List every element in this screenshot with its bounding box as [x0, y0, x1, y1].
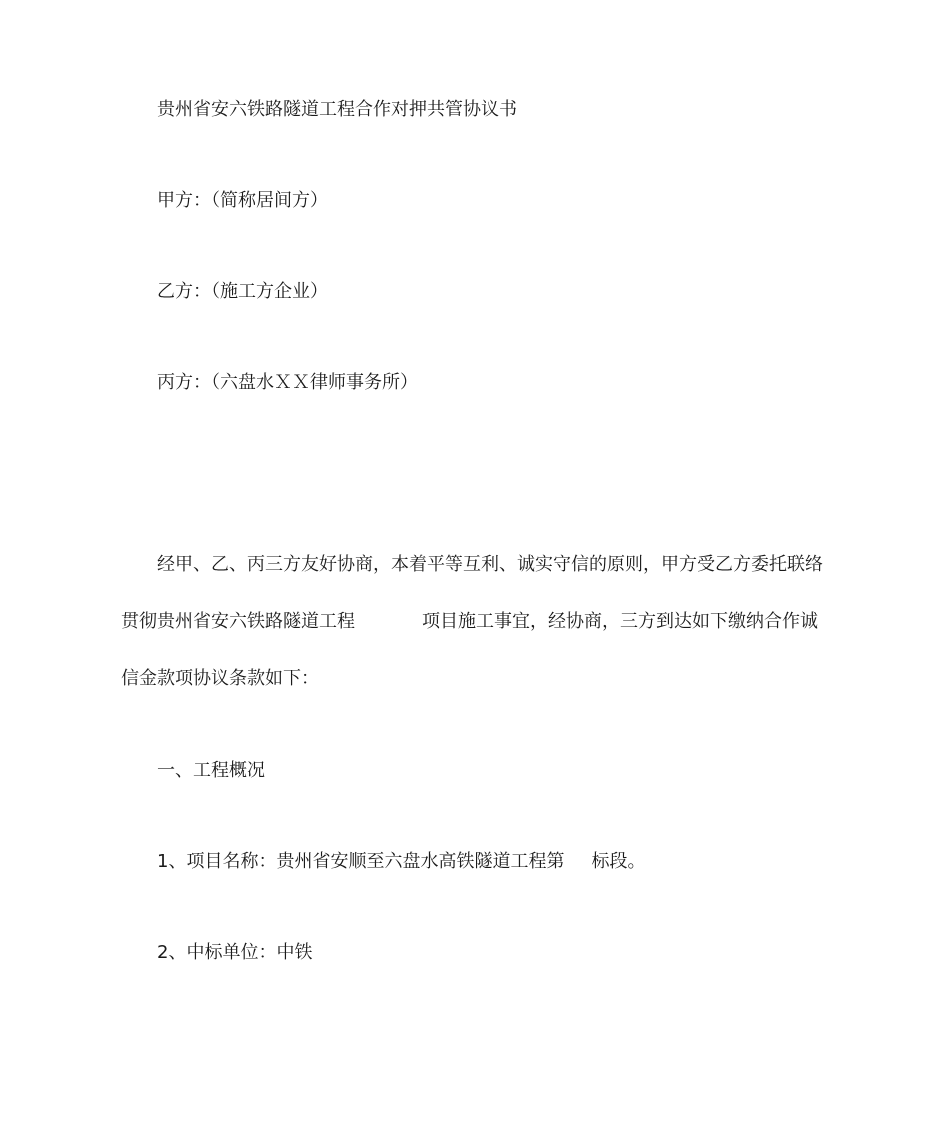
item-1-project-name — [157, 850, 645, 874]
item-1-part-2: 标段。 — [591, 851, 646, 872]
intro-line-3: 信金款项协议条款如下： — [121, 668, 319, 689]
party-c-line: 丙方：（六盘水ＸＸ律师事务所） — [157, 372, 418, 393]
item-2-winning-bidder: 2、中标单位：中铁 — [157, 942, 313, 963]
document-title: 贵州省安六铁路隧道工程合作对押共管协议书 — [157, 99, 517, 120]
intro-line-2-part-1: 贯彻贵州省安六铁路隧道工程 — [121, 611, 355, 632]
section-1-heading: 一、工程概况 — [157, 760, 265, 781]
intro-line-2-part-2: 项目施工事宜，经协商，三方到达如下缴纳合作诚 — [422, 611, 818, 632]
item-1-part-1: 1、项目名称：贵州省安顺至六盘水高铁隧道工程第 — [157, 851, 565, 872]
party-b-line: 乙方：（施工方企业） — [157, 281, 328, 302]
intro-line-2 — [121, 610, 818, 634]
party-a-line: 甲方：（简称居间方） — [157, 190, 328, 211]
intro-line-1: 经甲、乙、丙三方友好协商，本着平等互利、诚实守信的原则，甲方受乙方委托联络 — [157, 554, 823, 575]
